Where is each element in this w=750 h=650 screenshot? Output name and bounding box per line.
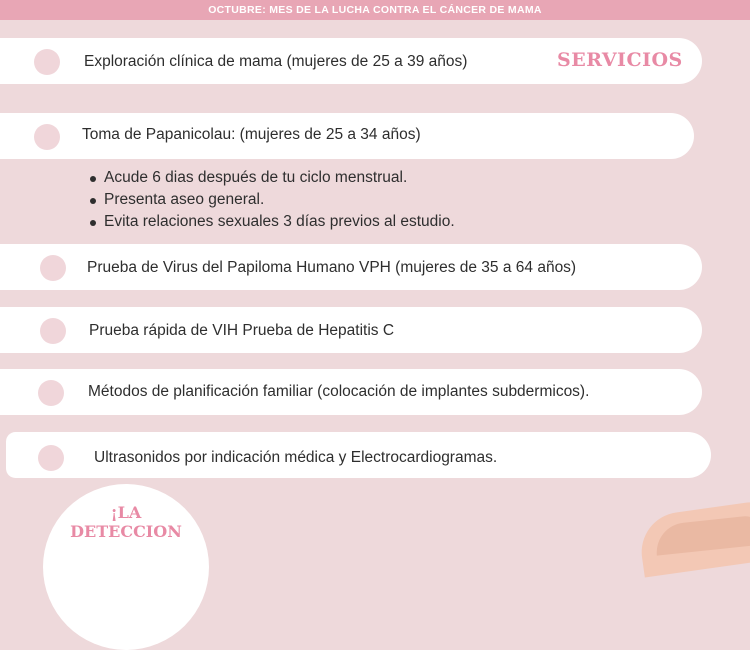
- instruction-item: Evita relaciones sexuales 3 días previos al estudio.: [87, 211, 455, 233]
- service-label: Exploración clínica de mama (mujeres de 25 a 39 años): [84, 53, 468, 70]
- service-label: Ultrasonidos por indicación médica y Electrocardiogramas.: [94, 449, 498, 466]
- bullet-circle-icon: [38, 380, 64, 406]
- bullet-circle-icon: [40, 318, 66, 344]
- service-label: Toma de Papanicolau: (mujeres de 25 a 34 años): [82, 126, 421, 143]
- bullet-circle-icon: [38, 445, 64, 471]
- header-banner: [0, 0, 750, 20]
- instruction-item: Acude 6 dias después de tu ciclo menstrual.: [87, 167, 455, 189]
- service-label: Métodos de planificación familiar (colocación de implantes subdermicos).: [88, 383, 590, 400]
- service-label: Prueba rápida de VIH Prueba de Hepatitis C: [89, 322, 395, 339]
- service-label: Prueba de Virus del Papiloma Humano VPH (mujeres de 35 a 64 años): [87, 259, 577, 276]
- badge-line-2: DETECCION: [70, 522, 182, 541]
- badge-line-1: ¡LA: [110, 503, 142, 522]
- bullet-circle-icon: [40, 255, 66, 281]
- papanicolau-instructions: [87, 167, 455, 233]
- banner-title: OCTUBRE: MES DE LA LUCHA CONTRA EL CÁNCER DE MAMA: [208, 4, 542, 16]
- bullet-circle-icon: [34, 49, 60, 75]
- instruction-item: Presenta aseo general.: [87, 189, 455, 211]
- section-title: SERVICIOS: [557, 49, 683, 71]
- bullet-circle-icon: [34, 124, 60, 150]
